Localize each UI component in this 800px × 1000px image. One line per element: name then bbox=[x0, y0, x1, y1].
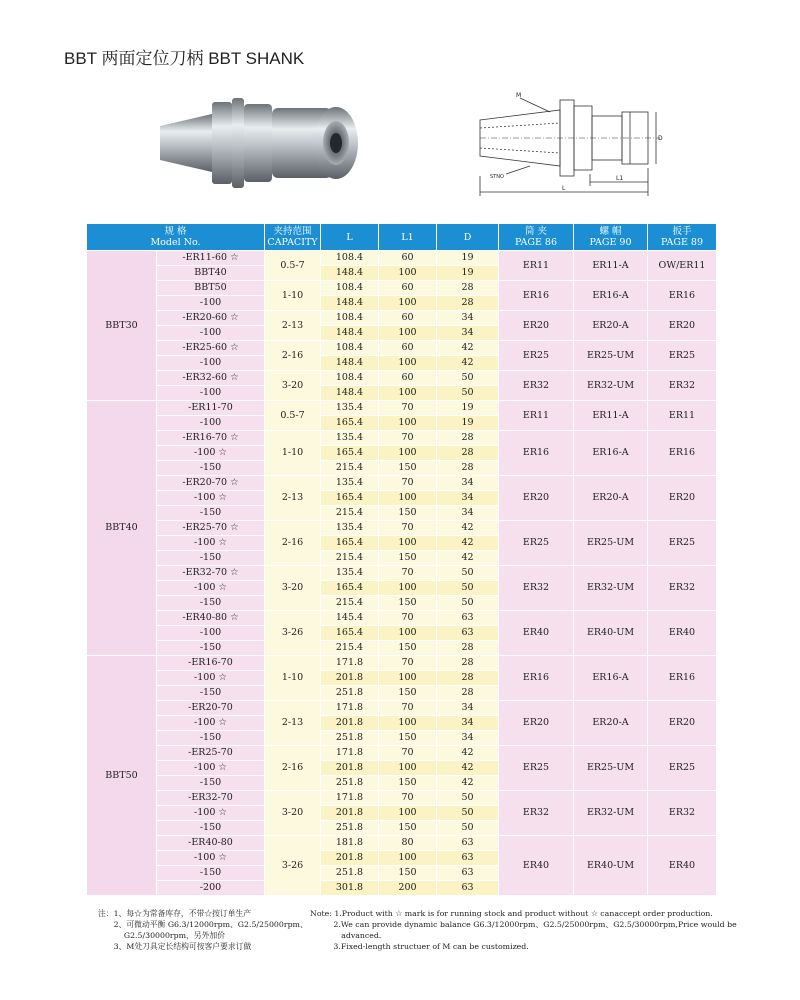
d-cell: 50 bbox=[437, 386, 499, 401]
nut-cell: ER40-UM bbox=[574, 836, 648, 896]
model-cell: -ER40-80 bbox=[157, 836, 265, 851]
wrench-cell: ER20 bbox=[648, 701, 717, 746]
nut-cell: ER20-A bbox=[574, 476, 648, 521]
header-nut-cn: 螺 帽 bbox=[599, 226, 622, 237]
header-capacity-en: CAPACITY bbox=[267, 237, 318, 248]
table-row bbox=[87, 476, 717, 491]
d-cell: 50 bbox=[437, 821, 499, 836]
capacity-cell: 2-16 bbox=[265, 521, 321, 566]
l-cell: 135.4 bbox=[321, 566, 379, 581]
model-cell: -100 ☆ bbox=[157, 491, 265, 506]
capacity-cell: 2-16 bbox=[265, 746, 321, 791]
d-cell: 50 bbox=[437, 371, 499, 386]
nut-cell: ER16-A bbox=[574, 431, 648, 476]
collet-cell: ER16 bbox=[499, 656, 574, 701]
l1-cell: 100 bbox=[379, 536, 437, 551]
l1-cell: 70 bbox=[379, 476, 437, 491]
l-cell: 108.4 bbox=[321, 311, 379, 326]
l-cell: 171.8 bbox=[321, 791, 379, 806]
model-cell: -150 bbox=[157, 866, 265, 881]
d-cell: 28 bbox=[437, 641, 499, 656]
spec-table-body bbox=[87, 251, 717, 896]
l1-cell: 100 bbox=[379, 416, 437, 431]
nut-cell: ER20-A bbox=[574, 311, 648, 341]
wrench-cell: ER16 bbox=[648, 281, 717, 311]
l-cell: 165.4 bbox=[321, 581, 379, 596]
header-l1: L1 bbox=[379, 224, 437, 251]
table-row bbox=[87, 341, 717, 356]
table-row bbox=[87, 311, 717, 326]
header-wrench-en: PAGE 89 bbox=[660, 237, 703, 248]
model-cell: -ER11-70 bbox=[157, 401, 265, 416]
l-cell: 165.4 bbox=[321, 446, 379, 461]
collet-cell: ER25 bbox=[499, 341, 574, 371]
wrench-cell: ER32 bbox=[648, 371, 717, 401]
model-cell: -ER11-60 ☆ bbox=[157, 251, 265, 266]
header-capacity-cn: 夹持范围 bbox=[273, 226, 312, 237]
nut-cell: ER40-UM bbox=[574, 611, 648, 656]
nut-cell: ER32-UM bbox=[574, 371, 648, 401]
collet-cell: ER25 bbox=[499, 746, 574, 791]
model-cell: -ER20-70 ☆ bbox=[157, 476, 265, 491]
nut-cell: ER32-UM bbox=[574, 566, 648, 611]
l-cell: 135.4 bbox=[321, 431, 379, 446]
model-cell: -ER40-80 ☆ bbox=[157, 611, 265, 626]
wrench-cell: ER11 bbox=[648, 401, 717, 431]
model-cell: -100 ☆ bbox=[157, 716, 265, 731]
table-row bbox=[87, 791, 717, 806]
model-cell: -100 ☆ bbox=[157, 446, 265, 461]
d-cell: 50 bbox=[437, 566, 499, 581]
d-cell: 42 bbox=[437, 356, 499, 371]
header-wrench-cn: 扳手 bbox=[672, 226, 692, 237]
table-row bbox=[87, 656, 717, 671]
model-cell: -ER16-70 ☆ bbox=[157, 431, 265, 446]
model-cell: -150 bbox=[157, 551, 265, 566]
collet-cell: ER20 bbox=[499, 476, 574, 521]
page-title: BBT 两面定位刀柄 BBT SHANK bbox=[64, 49, 305, 68]
d-cell: 42 bbox=[437, 341, 499, 356]
drawing-label-l1: L1 bbox=[616, 175, 624, 182]
l1-cell: 200 bbox=[379, 881, 437, 896]
d-cell: 28 bbox=[437, 431, 499, 446]
l-cell: 251.8 bbox=[321, 821, 379, 836]
model-cell: -100 ☆ bbox=[157, 761, 265, 776]
d-cell: 28 bbox=[437, 671, 499, 686]
d-cell: 63 bbox=[437, 836, 499, 851]
wrench-cell: ER40 bbox=[648, 611, 717, 656]
l-cell: 135.4 bbox=[321, 521, 379, 536]
series-cell: BBT40 bbox=[87, 401, 157, 656]
l1-cell: 100 bbox=[379, 851, 437, 866]
d-cell: 28 bbox=[437, 461, 499, 476]
l1-cell: 100 bbox=[379, 266, 437, 281]
collet-cell: ER32 bbox=[499, 791, 574, 836]
l-cell: 148.4 bbox=[321, 386, 379, 401]
nut-cell: ER11-A bbox=[574, 251, 648, 281]
table-row bbox=[87, 746, 717, 761]
l1-cell: 60 bbox=[379, 251, 437, 266]
d-cell: 50 bbox=[437, 806, 499, 821]
d-cell: 42 bbox=[437, 521, 499, 536]
wrench-cell: ER32 bbox=[648, 566, 717, 611]
l-cell: 251.8 bbox=[321, 776, 379, 791]
d-cell: 50 bbox=[437, 596, 499, 611]
model-cell: -150 bbox=[157, 821, 265, 836]
capacity-cell: 1-10 bbox=[265, 281, 321, 311]
nut-cell: ER11-A bbox=[574, 401, 648, 431]
l-cell: 148.4 bbox=[321, 356, 379, 371]
model-cell: -100 ☆ bbox=[157, 806, 265, 821]
header-nut-en: PAGE 90 bbox=[589, 237, 632, 248]
l-cell: 108.4 bbox=[321, 251, 379, 266]
l1-cell: 150 bbox=[379, 641, 437, 656]
nut-cell: ER32-UM bbox=[574, 791, 648, 836]
model-cell: -ER25-70 ☆ bbox=[157, 521, 265, 536]
l1-cell: 60 bbox=[379, 371, 437, 386]
l-cell: 215.4 bbox=[321, 596, 379, 611]
d-cell: 19 bbox=[437, 251, 499, 266]
l1-cell: 150 bbox=[379, 551, 437, 566]
l1-cell: 150 bbox=[379, 866, 437, 881]
model-cell: -150 bbox=[157, 731, 265, 746]
l-cell: 148.4 bbox=[321, 296, 379, 311]
table-row bbox=[87, 371, 717, 386]
table-row bbox=[87, 431, 717, 446]
model-cell: -ER32-60 ☆ bbox=[157, 371, 265, 386]
l1-cell: 100 bbox=[379, 806, 437, 821]
model-cell: -100 bbox=[157, 326, 265, 341]
l-cell: 148.4 bbox=[321, 326, 379, 341]
l1-cell: 70 bbox=[379, 791, 437, 806]
d-cell: 19 bbox=[437, 401, 499, 416]
l1-cell: 100 bbox=[379, 716, 437, 731]
l1-cell: 70 bbox=[379, 401, 437, 416]
l1-cell: 150 bbox=[379, 686, 437, 701]
wrench-cell: ER20 bbox=[648, 311, 717, 341]
l1-cell: 70 bbox=[379, 611, 437, 626]
table-row bbox=[87, 521, 717, 536]
model-cell: -100 bbox=[157, 626, 265, 641]
l1-cell: 100 bbox=[379, 761, 437, 776]
l-cell: 215.4 bbox=[321, 641, 379, 656]
l1-cell: 100 bbox=[379, 491, 437, 506]
l1-cell: 100 bbox=[379, 296, 437, 311]
d-cell: 28 bbox=[437, 686, 499, 701]
l-cell: 251.8 bbox=[321, 686, 379, 701]
d-cell: 50 bbox=[437, 581, 499, 596]
l1-cell: 100 bbox=[379, 446, 437, 461]
capacity-cell: 1-10 bbox=[265, 431, 321, 476]
l1-cell: 70 bbox=[379, 746, 437, 761]
l1-cell: 60 bbox=[379, 341, 437, 356]
model-cell: -100 ☆ bbox=[157, 536, 265, 551]
model-cell: -100 bbox=[157, 386, 265, 401]
d-cell: 63 bbox=[437, 626, 499, 641]
model-cell: BBT50 bbox=[157, 281, 265, 296]
l-cell: 108.4 bbox=[321, 281, 379, 296]
model-cell: BBT40 bbox=[157, 266, 265, 281]
l-cell: 108.4 bbox=[321, 371, 379, 386]
l1-cell: 100 bbox=[379, 386, 437, 401]
d-cell: 63 bbox=[437, 881, 499, 896]
l-cell: 215.4 bbox=[321, 506, 379, 521]
capacity-cell: 0.5-7 bbox=[265, 401, 321, 431]
l1-cell: 60 bbox=[379, 281, 437, 296]
nut-cell: ER16-A bbox=[574, 281, 648, 311]
model-cell: -ER32-70 ☆ bbox=[157, 566, 265, 581]
header-d: D bbox=[437, 224, 499, 251]
d-cell: 34 bbox=[437, 491, 499, 506]
note-cn-line: 2、可微动平衡 G6.3/12000rpm、G2.5/25000rpm、 bbox=[98, 920, 308, 929]
table-row bbox=[87, 566, 717, 581]
series-cell: BBT30 bbox=[87, 251, 157, 401]
note-en-line: advanced. bbox=[310, 931, 382, 940]
model-cell: -ER32-70 bbox=[157, 791, 265, 806]
drawing-label-l: L bbox=[562, 185, 566, 192]
l-cell: 251.8 bbox=[321, 731, 379, 746]
table-row bbox=[87, 251, 717, 266]
collet-cell: ER16 bbox=[499, 281, 574, 311]
l1-cell: 100 bbox=[379, 356, 437, 371]
l-cell: 215.4 bbox=[321, 551, 379, 566]
l-cell: 171.8 bbox=[321, 746, 379, 761]
wrench-cell: ER20 bbox=[648, 476, 717, 521]
l-cell: 201.8 bbox=[321, 806, 379, 821]
l-cell: 165.4 bbox=[321, 626, 379, 641]
collet-cell: ER11 bbox=[499, 251, 574, 281]
collet-cell: ER32 bbox=[499, 371, 574, 401]
d-cell: 28 bbox=[437, 446, 499, 461]
header-model-en: Model No. bbox=[150, 237, 201, 248]
l-cell: 171.8 bbox=[321, 701, 379, 716]
table-row bbox=[87, 401, 717, 416]
l-cell: 135.4 bbox=[321, 476, 379, 491]
model-cell: -ER20-70 bbox=[157, 701, 265, 716]
d-cell: 34 bbox=[437, 506, 499, 521]
model-cell: -150 bbox=[157, 596, 265, 611]
wrench-cell: ER40 bbox=[648, 836, 717, 896]
nut-cell: ER16-A bbox=[574, 656, 648, 701]
drawing-label-m: M bbox=[516, 92, 522, 99]
d-cell: 42 bbox=[437, 776, 499, 791]
note-en-line: Note: 1.Product with ☆ mark is for running stock and product without ☆ canaccept order production. bbox=[310, 909, 713, 918]
l1-cell: 70 bbox=[379, 521, 437, 536]
l-cell: 215.4 bbox=[321, 461, 379, 476]
wrench-cell: ER16 bbox=[648, 656, 717, 701]
d-cell: 19 bbox=[437, 266, 499, 281]
model-cell: -150 bbox=[157, 776, 265, 791]
model-cell: -ER25-60 ☆ bbox=[157, 341, 265, 356]
capacity-cell: 3-20 bbox=[265, 566, 321, 611]
collet-cell: ER20 bbox=[499, 701, 574, 746]
note-en-line: 2.We can provide dynamic balance G6.3/12000rpm、G2.5/25000rpm、G2.5/30000rpm,Price would be bbox=[310, 920, 737, 929]
collet-cell: ER32 bbox=[499, 566, 574, 611]
table-row bbox=[87, 281, 717, 296]
wrench-cell: ER25 bbox=[648, 341, 717, 371]
table-row bbox=[87, 701, 717, 716]
model-cell: -150 bbox=[157, 506, 265, 521]
l-cell: 251.8 bbox=[321, 866, 379, 881]
l-cell: 301.8 bbox=[321, 881, 379, 896]
l1-cell: 70 bbox=[379, 431, 437, 446]
capacity-cell: 2-13 bbox=[265, 701, 321, 746]
note-en-line: 3.Fixed-length structuer of M can be customized. bbox=[310, 942, 529, 951]
collet-cell: ER20 bbox=[499, 311, 574, 341]
shank-drawing bbox=[470, 88, 670, 208]
l-cell: 201.8 bbox=[321, 761, 379, 776]
model-cell: -100 bbox=[157, 296, 265, 311]
header-collet-en: PAGE 86 bbox=[514, 237, 557, 248]
nut-cell: ER25-UM bbox=[574, 746, 648, 791]
d-cell: 50 bbox=[437, 791, 499, 806]
model-cell: -ER25-70 bbox=[157, 746, 265, 761]
l1-cell: 150 bbox=[379, 821, 437, 836]
l1-cell: 100 bbox=[379, 326, 437, 341]
wrench-cell: ER25 bbox=[648, 746, 717, 791]
note-cn-line: 3、M处刀具定长结构可按客户要求订做 bbox=[98, 942, 252, 951]
capacity-cell: 3-20 bbox=[265, 371, 321, 401]
wrench-cell: OW/ER11 bbox=[648, 251, 717, 281]
l1-cell: 100 bbox=[379, 671, 437, 686]
note-cn-line: 注：1、每☆为常备库存，不带☆按订单生产 bbox=[98, 909, 252, 918]
header-model bbox=[87, 224, 265, 251]
l1-cell: 150 bbox=[379, 731, 437, 746]
collet-cell: ER40 bbox=[499, 836, 574, 896]
table-row bbox=[87, 611, 717, 626]
l-cell: 171.8 bbox=[321, 656, 379, 671]
l-cell: 145.4 bbox=[321, 611, 379, 626]
capacity-cell: 3-20 bbox=[265, 791, 321, 836]
d-cell: 42 bbox=[437, 746, 499, 761]
series-cell: BBT50 bbox=[87, 656, 157, 896]
shank-photo bbox=[150, 88, 370, 198]
capacity-cell: 2-13 bbox=[265, 311, 321, 341]
collet-cell: ER16 bbox=[499, 431, 574, 476]
l-cell: 165.4 bbox=[321, 491, 379, 506]
d-cell: 42 bbox=[437, 551, 499, 566]
table-row bbox=[87, 836, 717, 851]
header-wrench bbox=[648, 224, 717, 251]
model-cell: -100 ☆ bbox=[157, 851, 265, 866]
notes-english bbox=[310, 908, 737, 952]
nut-cell: ER25-UM bbox=[574, 521, 648, 566]
l1-cell: 150 bbox=[379, 506, 437, 521]
l1-cell: 150 bbox=[379, 461, 437, 476]
notes-chinese bbox=[98, 908, 308, 952]
capacity-cell: 2-16 bbox=[265, 341, 321, 371]
d-cell: 42 bbox=[437, 761, 499, 776]
model-cell: -150 bbox=[157, 686, 265, 701]
l1-cell: 70 bbox=[379, 566, 437, 581]
d-cell: 63 bbox=[437, 866, 499, 881]
d-cell: 34 bbox=[437, 476, 499, 491]
collet-cell: ER40 bbox=[499, 611, 574, 656]
d-cell: 28 bbox=[437, 281, 499, 296]
l-cell: 148.4 bbox=[321, 266, 379, 281]
d-cell: 34 bbox=[437, 326, 499, 341]
l-cell: 181.8 bbox=[321, 836, 379, 851]
collet-cell: ER25 bbox=[499, 521, 574, 566]
l-cell: 108.4 bbox=[321, 341, 379, 356]
capacity-cell: 2-13 bbox=[265, 476, 321, 521]
capacity-cell: 3-26 bbox=[265, 611, 321, 656]
header-collet bbox=[499, 224, 574, 251]
drawing-label-d: D bbox=[658, 135, 663, 142]
d-cell: 42 bbox=[437, 536, 499, 551]
l1-cell: 60 bbox=[379, 311, 437, 326]
header-nut bbox=[574, 224, 648, 251]
model-cell: -100 ☆ bbox=[157, 671, 265, 686]
model-cell: -100 ☆ bbox=[157, 581, 265, 596]
d-cell: 63 bbox=[437, 611, 499, 626]
capacity-cell: 1-10 bbox=[265, 656, 321, 701]
nut-cell: ER25-UM bbox=[574, 341, 648, 371]
l-cell: 165.4 bbox=[321, 536, 379, 551]
l-cell: 135.4 bbox=[321, 401, 379, 416]
l-cell: 201.8 bbox=[321, 716, 379, 731]
l1-cell: 70 bbox=[379, 701, 437, 716]
d-cell: 34 bbox=[437, 701, 499, 716]
header-capacity bbox=[265, 224, 321, 251]
wrench-cell: ER25 bbox=[648, 521, 717, 566]
d-cell: 19 bbox=[437, 416, 499, 431]
table-header-row bbox=[87, 224, 717, 251]
d-cell: 63 bbox=[437, 851, 499, 866]
d-cell: 34 bbox=[437, 731, 499, 746]
model-cell: -100 bbox=[157, 356, 265, 371]
capacity-cell: 3-26 bbox=[265, 836, 321, 896]
l1-cell: 150 bbox=[379, 776, 437, 791]
capacity-cell: 0.5-7 bbox=[265, 251, 321, 281]
l-cell: 165.4 bbox=[321, 416, 379, 431]
d-cell: 28 bbox=[437, 296, 499, 311]
model-cell: -ER16-70 bbox=[157, 656, 265, 671]
nut-cell: ER20-A bbox=[574, 701, 648, 746]
l1-cell: 70 bbox=[379, 656, 437, 671]
model-cell: -150 bbox=[157, 641, 265, 656]
collet-cell: ER11 bbox=[499, 401, 574, 431]
l1-cell: 100 bbox=[379, 626, 437, 641]
model-cell: -ER20-60 ☆ bbox=[157, 311, 265, 326]
note-cn-line: G2.5/30000rpm，另外加价 bbox=[98, 931, 226, 940]
wrench-cell: ER16 bbox=[648, 431, 717, 476]
l-cell: 201.8 bbox=[321, 851, 379, 866]
l-cell: 201.8 bbox=[321, 671, 379, 686]
header-l: L bbox=[321, 224, 379, 251]
model-cell: -100 bbox=[157, 416, 265, 431]
model-cell: -150 bbox=[157, 461, 265, 476]
header-model-cn: 规 格 bbox=[164, 226, 187, 237]
d-cell: 34 bbox=[437, 716, 499, 731]
model-cell: -200 bbox=[157, 881, 265, 896]
header-collet-cn: 筒 夹 bbox=[524, 226, 548, 237]
d-cell: 28 bbox=[437, 656, 499, 671]
l1-cell: 100 bbox=[379, 581, 437, 596]
drawing-label-stno: STNO bbox=[490, 174, 504, 180]
l1-cell: 150 bbox=[379, 596, 437, 611]
wrench-cell: ER32 bbox=[648, 791, 717, 836]
l1-cell: 80 bbox=[379, 836, 437, 851]
spec-table bbox=[86, 223, 717, 896]
d-cell: 34 bbox=[437, 311, 499, 326]
